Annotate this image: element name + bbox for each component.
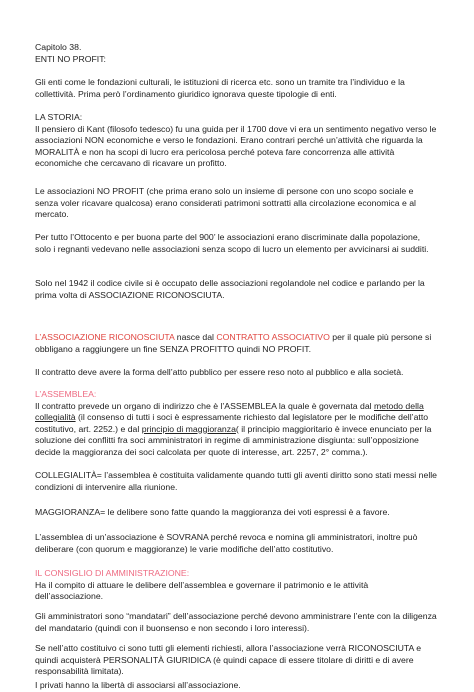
amministratori-paragraph: Gli amministratori sono “mandatari” dell’associazione perché devono amministrare l’ente con la diligenza del mandatario (quindi con il buonsenso e non secondo i loro interessi). — [35, 611, 437, 633]
assemblea-text-a: Il contratto prevede un organo di indirizzo che è l’ASSEMBLEA la quale è governata dal — [35, 400, 375, 411]
storia-paragraph-3: Per tutto l’Ottocento e per buona parte del 900’ le associazioni erano discriminate dalla popolazione, solo i regnanti vedevano nelle associazioni senza scopo di lucro un elemento per avvicinarsi ai sudditi. — [35, 232, 429, 254]
associazione-riconosciuta-term: L’ASSOCIAZIONE RICONOSCIUTA — [35, 332, 175, 342]
assemblea-text-c: ( il principio maggioritario è invece enunciato per la soluzione dei conflitti fra soci amministratori in regime di amministrazione disgiunta: sull’opposizione decide la maggioranza dei soci calcolata per quote di interesse, art. 2257, 2° comma.). — [35, 423, 432, 457]
assemblea-block — [35, 389, 437, 458]
associazione-paragraph — [35, 332, 437, 355]
principio-maggioranza-term: principio di maggioranza — [141, 423, 236, 434]
assemblea-text-b: (il consenso di tutti i soci è espressamente richiesto dal legislatore per le modifiche dell’atto costitutivo, art. 2252.) e dal — [35, 412, 429, 434]
storia-block — [35, 112, 437, 170]
contratto-associativo-term: CONTRATTO ASSOCIATIVO — [216, 332, 330, 342]
storia-paragraph-4: Solo nel 1942 il codice civile si è occupato delle associazioni regolandole nel codice e parlando per la prima volta di ASSOCIAZIONE RICONOSCIUTA. — [35, 278, 425, 300]
chapter-heading: ENTI NO PROFIT: — [35, 53, 106, 64]
collegialita-paragraph: COLLEGIALITÀ= l’assemblea è costituita validamente quando tutti gli aventi diritto sono stati messi nelle condizioni di intervenire alla riunione. — [35, 470, 438, 492]
consiglio-text: Ha il compito di attuare le delibere dell’assemblea e governare il patrimonio e le attività dell’associazione. — [35, 579, 369, 601]
associazione-rest: per il quale più persone si obbligano a raggiungere un fine SENZA PROFITTO quindi NO PROFIT. — [35, 332, 432, 354]
storia-paragraph-1: Il pensiero di Kant (filosofo tedesco) fu una guida per il 1700 dove vi era un sentimento negativo verso le associazioni NON economiche e verso le fondazioni. Erano contrari perché un’attività che riguarda la MORALITÀ e non ha scopi di lucro era pericolosa perché poteva fare concorrenza alle attività economiche che cercavano di ricavare un profitto. — [35, 123, 437, 168]
contratto-forma-paragraph: Il contratto deve avere la forma dell’atto pubblico per essere reso noto al pubblico e alla società. — [35, 367, 404, 377]
storia-paragraph-2: Le associazioni NO PROFIT (che prima erano solo un insieme di persone con uno scopo sociale e senza voler ricavare qualcosa) erano considerati patrimoni sottratti alla circolazione economica e al mercato. — [35, 186, 416, 219]
intro-paragraph: Gli enti come le fondazioni culturali, le istituzioni di ricerca etc. sono un tramite tra l’individuo e la collettività. Prima però l’ordinamento giuridico ignorava queste tipologie di enti. — [35, 77, 405, 99]
chapter-number: Capitolo 38. — [35, 42, 82, 52]
chapter-block — [35, 42, 437, 65]
associazione-connector: nasce dal — [174, 332, 217, 342]
metodo-collegialita-term: metodo della collegialità — [35, 400, 424, 422]
assemblea-title: L’ASSEMBLEA: — [35, 389, 97, 399]
riconosciuta-paragraph: Se nell’atto costituivo ci sono tutti gli elementi richiesti, allora l’associazione verrà RICONOSCIUTA e quindi acquisterà PERSONALITÀ GIURIDICA (è quindi capace di essere titolare di diritti e di avere responsabilità limitata). — [35, 643, 422, 676]
sovrana-paragraph: L’assemblea di un’associazione è SOVRANA perché revoca e nomina gli amministratori, inoltre può deliberare (con quorum e maggioranze) le varie modifiche dell’atto costitutivo. — [35, 532, 418, 554]
consiglio-title: IL CONSIGLIO DI AMMINISTRAZIONE: — [35, 568, 190, 578]
storia-title: LA STORIA: — [35, 112, 83, 122]
consiglio-block — [35, 568, 437, 603]
liberta-paragraph: I privati hanno la libertà di associarsi all’associazione. — [35, 680, 241, 690]
maggioranza-paragraph: MAGGIORANZA= le delibere sono fatte quando la maggioranza dei voti espressi è a favore. — [35, 507, 390, 517]
